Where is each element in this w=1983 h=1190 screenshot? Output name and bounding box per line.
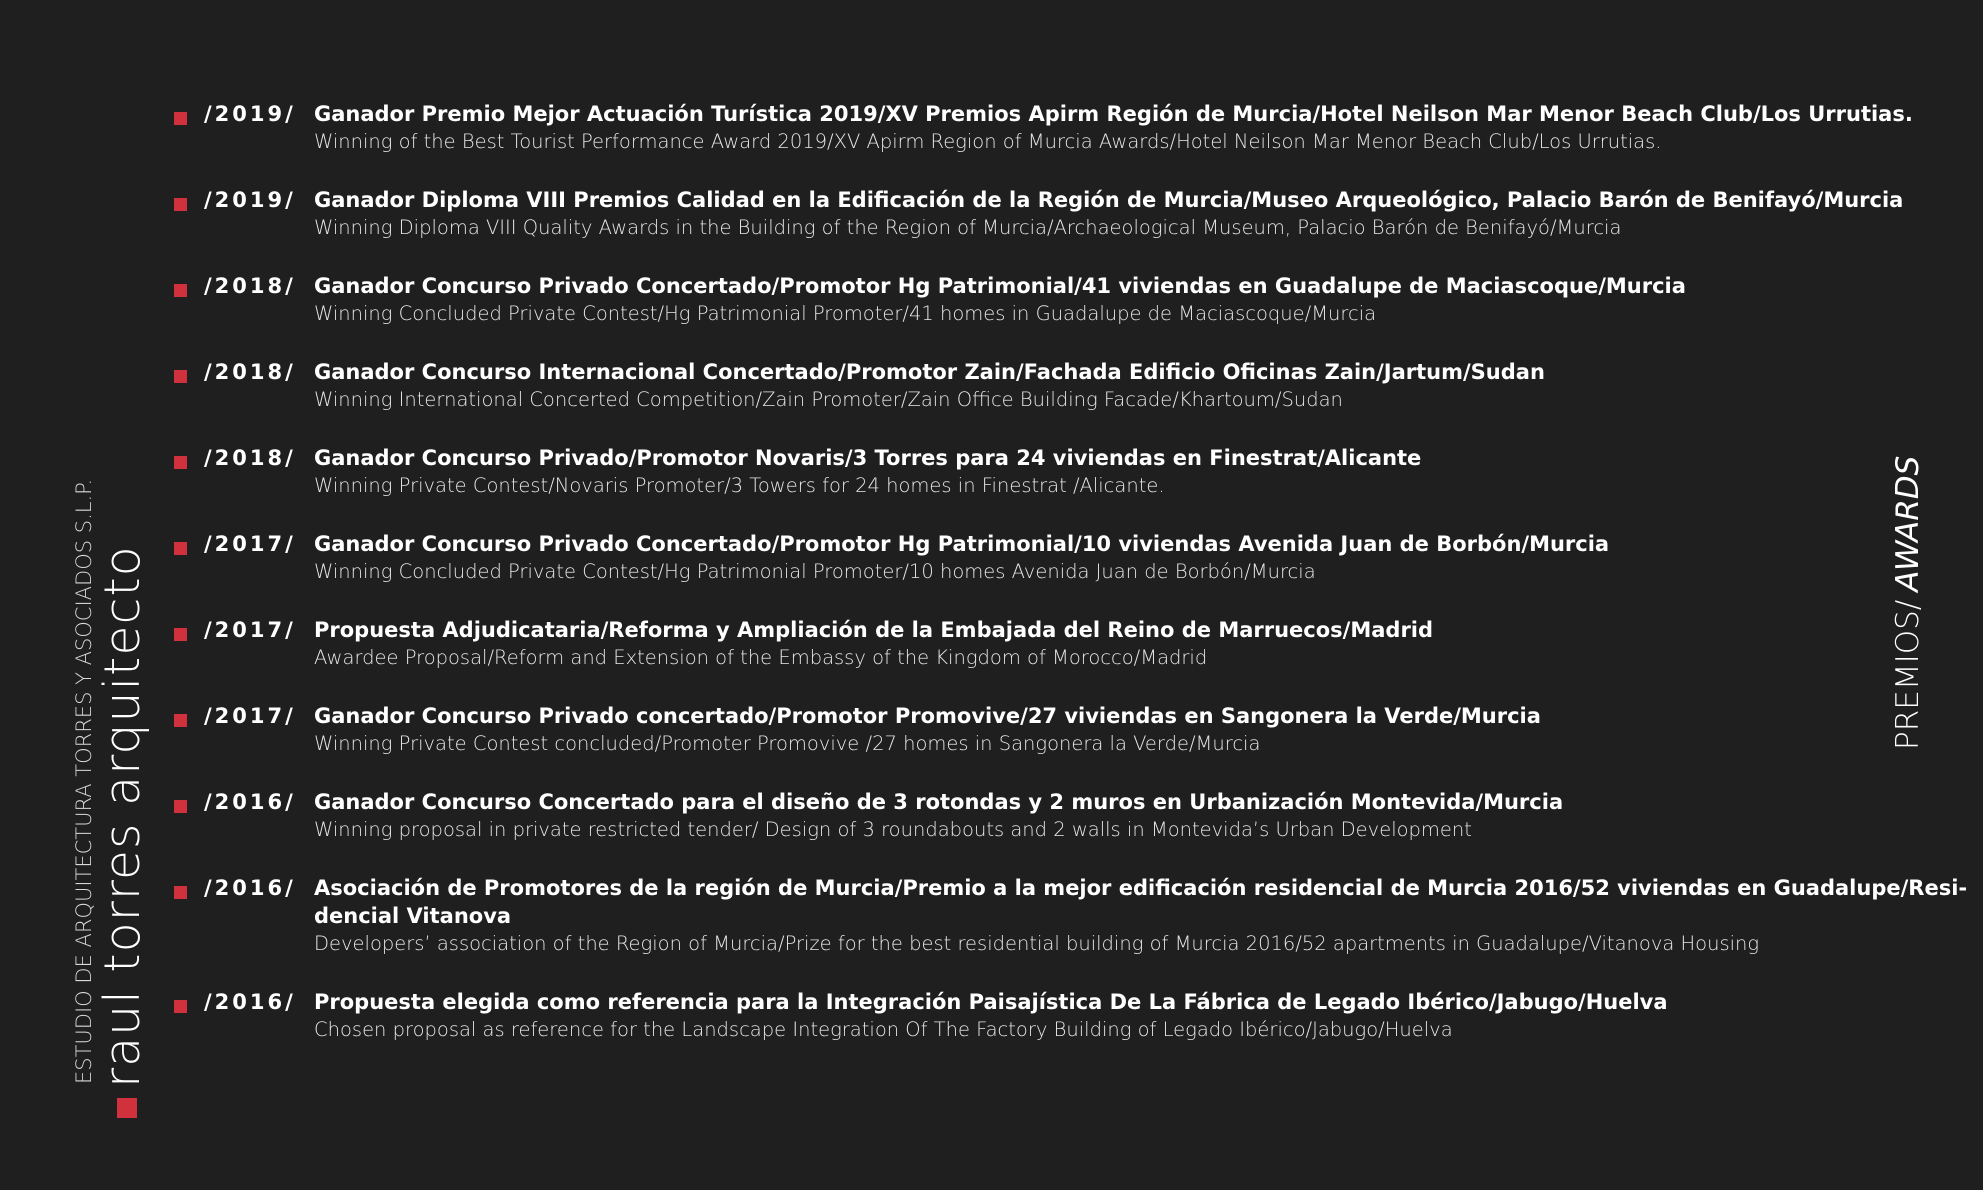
award-year: /2016/: [204, 876, 296, 900]
award-title: Propuesta elegida como referencia para la Integración Paisajística De La Fábrica de Legado Ibérico/Jabugo/Huelva: [314, 990, 1668, 1014]
award-year: /2016/: [204, 790, 296, 814]
bullet-square-icon: [174, 112, 187, 125]
award-subtitle: Winning Private Contest/Novaris Promoter/3 Towers for 24 homes in Finestrat /Alicante.: [314, 474, 1165, 497]
bullet-square-icon: [174, 370, 187, 383]
bullet-square-icon: [174, 714, 187, 727]
award-title-continued: dencial Vitanova: [314, 904, 512, 928]
award-title: Ganador Concurso Privado Concertado/Promotor Hg Patrimonial/10 viviendas Avenida Juan de Borbón/Murcia: [314, 532, 1610, 556]
award-subtitle: Chosen proposal as reference for the Landscape Integration Of The Factory Building of Legado Ibérico/Jabugo/Huelva: [314, 1018, 1453, 1041]
award-year: /2017/: [204, 618, 296, 642]
award-year: /2017/: [204, 704, 296, 728]
award-title: Ganador Diploma VIII Premios Calidad en la Edificación de la Región de Murcia/Museo Arqueológico, Palacio Barón de Benifayó/Murcia: [314, 188, 1904, 212]
bullet-square-icon: [174, 542, 187, 555]
award-subtitle: Winning Private Contest concluded/Promoter Promovive /27 homes in Sangonera la Verde/Murcia: [314, 732, 1261, 755]
award-year: /2017/: [204, 532, 296, 556]
award-subtitle: Winning proposal in private restricted tender/ Design of 3 roundabouts and 2 walls in Montevida’s Urban Development: [314, 818, 1472, 841]
bullet-square-icon: [174, 1000, 187, 1013]
award-title: Ganador Concurso Privado/Promotor Novaris/3 Torres para 24 viviendas en Finestrat/Alicante: [314, 446, 1422, 470]
award-year: /2018/: [204, 274, 296, 298]
heading-english: AWARDS: [1890, 455, 1926, 592]
bullet-square-icon: [174, 628, 187, 641]
section-heading: [1890, 456, 1926, 750]
award-subtitle: Winning Concluded Private Contest/Hg Patrimonial Promoter/41 homes in Guadalupe de Maciascoque/Murcia: [314, 302, 1377, 325]
award-year: /2016/: [204, 990, 296, 1014]
award-title: Ganador Concurso Internacional Concertado/Promotor Zain/Fachada Edificio Oficinas Zain/Jartum/Sudan: [314, 360, 1545, 384]
bullet-square-icon: [174, 198, 187, 211]
bullet-square-icon: [174, 456, 187, 469]
award-subtitle: Winning Diploma VIII Quality Awards in the Building of the Region of Murcia/Archaeological Museum, Palacio Barón de Benifayó/Murcia: [314, 216, 1622, 239]
award-subtitle: Winning International Concerted Competition/Zain Promoter/Zain Office Building Facade/Khartoum/Sudan: [314, 388, 1343, 411]
award-subtitle: Winning Concluded Private Contest/Hg Patrimonial Promoter/10 homes Avenida Juan de Borbón/Murcia: [314, 560, 1316, 583]
bullet-square-icon: [174, 284, 187, 297]
award-subtitle: Developers’ association of the Region of Murcia/Prize for the best residential building of Murcia 2016/52 apartments in Guadalupe/Vitanova Housing: [314, 932, 1760, 955]
logo-square-icon: [117, 1098, 137, 1118]
award-subtitle: Awardee Proposal/Reform and Extension of the Embassy of the Kingdom of Morocco/Madrid: [314, 646, 1208, 669]
logo-text: raul torres arquitecto: [94, 545, 151, 1088]
heading-spanish: PREMIOS/: [1890, 599, 1926, 750]
logo: [94, 545, 151, 1118]
award-title: Ganador Concurso Privado concertado/Promotor Promovive/27 viviendas en Sangonera la Verde/Murcia: [314, 704, 1541, 728]
award-title: Ganador Concurso Concertado para el diseño de 3 rotondas y 2 muros en Urbanización Montevida/Murcia: [314, 790, 1564, 814]
bullet-square-icon: [174, 800, 187, 813]
award-subtitle: Winning of the Best Tourist Performance Award 2019/XV Apirm Region of Murcia Awards/Hotel Neilson Mar Menor Beach Club/Los Urrutias.: [314, 130, 1662, 153]
studio-name: ESTUDIO DE ARQUITECTURA TORRES Y ASOCIADOS S.L.P.: [72, 478, 96, 1084]
award-year: /2018/: [204, 446, 296, 470]
award-title: Propuesta Adjudicataria/Reforma y Ampliación de la Embajada del Reino de Marruecos/Madrid: [314, 618, 1434, 642]
award-year: /2019/: [204, 102, 296, 126]
award-title: Ganador Concurso Privado Concertado/Promotor Hg Patrimonial/41 viviendas en Guadalupe de Maciascoque/Murcia: [314, 274, 1686, 298]
award-year: /2019/: [204, 188, 296, 212]
award-year: /2018/: [204, 360, 296, 384]
award-title: Ganador Premio Mejor Actuación Turística 2019/XV Premios Apirm Región de Murcia/Hotel Neilson Mar Menor Beach Club/Los Urrutias.: [314, 102, 1913, 126]
award-title: Asociación de Promotores de la región de Murcia/Premio a la mejor edificación residencial de Murcia 2016/52 viviendas en Guadalupe/Resi-: [314, 876, 1968, 900]
bullet-square-icon: [174, 886, 187, 899]
